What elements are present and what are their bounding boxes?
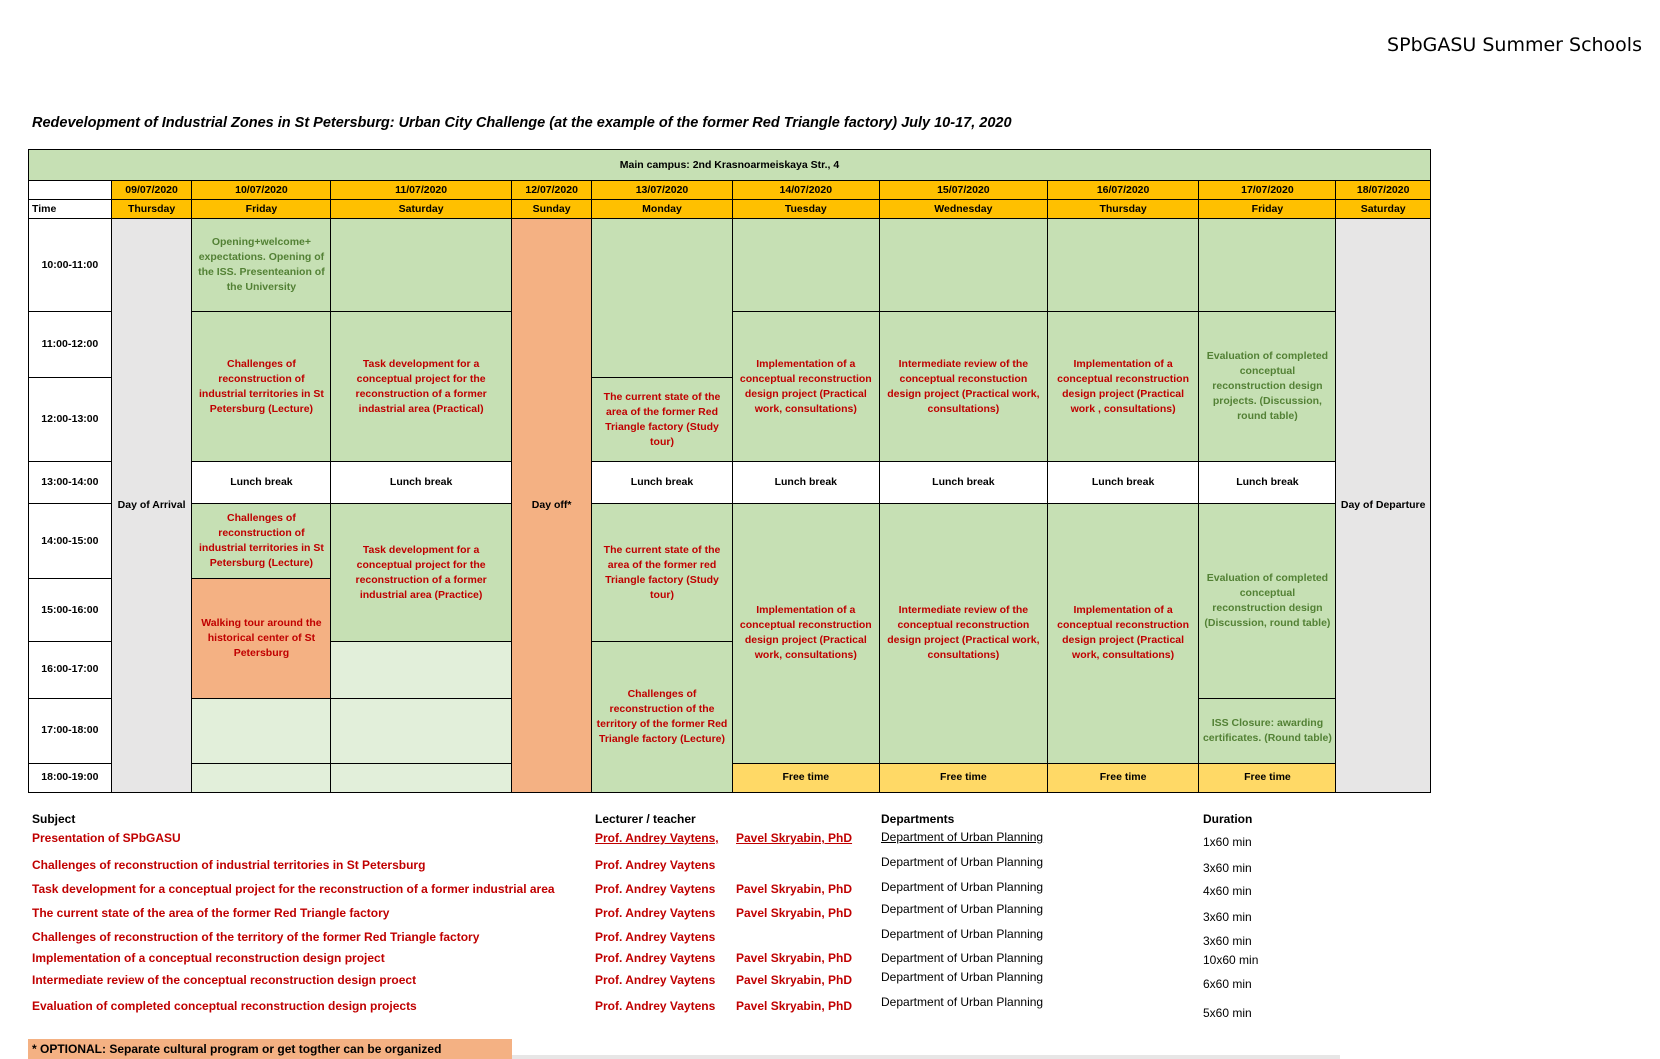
legend-subject: Evaluation of completed conceptual reconstruction design projects [32,999,417,1013]
date-header: 12/07/2020 [511,181,592,200]
empty-slot [732,219,880,312]
legend-department: Department of Urban Planning [881,951,1044,965]
evaluation-round-table: Evaluation of completed conceptual reconstruction design (Discussion, round table) [1199,503,1336,698]
time-slot: 15:00-16:00 [29,579,112,642]
arrival-cell: Day of Arrival [111,219,192,793]
time-header: Time [29,200,112,219]
empty-slot [331,219,511,312]
legend-lecturer: Prof. Andrey Vaytens [595,882,716,896]
intermediate-review: Intermediate review of the conceptual reconstruction design project (Practical work, consultations) [880,503,1048,763]
legend-duration: 4x60 min [1203,884,1252,898]
legend-lecturer: Prof. Andrey Vaytens [595,951,716,965]
legend-duration: 3x60 min [1203,910,1252,924]
time-slot: 17:00-18:00 [29,698,112,763]
weekday-header: Saturday [1336,200,1431,219]
time-slot: 16:00-17:00 [29,642,112,699]
weekday-header: Tuesday [732,200,880,219]
legend-department: Department of Urban Planning [881,902,1044,916]
lunch-break: Lunch break [1047,462,1199,504]
legend-duration: 3x60 min [1203,934,1252,948]
legend-lecturer: Pavel Skryabin, PhD [736,999,853,1013]
lunch-break: Lunch break [592,462,732,504]
date-header: 10/07/2020 [192,181,331,200]
weekday-header: Saturday [331,200,511,219]
challenges-lecture: Challenges of reconstruction of industrial territories in St Petersburg (Lecture) [192,503,331,578]
lunch-break: Lunch break [1199,462,1336,504]
schedule-table [28,149,1431,793]
date-header: 17/07/2020 [1199,181,1336,200]
weekday-header: Friday [1199,200,1336,219]
task-development-practical: Task development for a conceptual project for the reconstruction of a former indastrial area (Practical) [331,312,511,462]
legend-subject: Implementation of a conceptual reconstruction design project [32,951,385,965]
optional-note: * OPTIONAL: Separate cultural program or get togther can be organized [28,1039,512,1059]
date-header: 13/07/2020 [592,181,732,200]
legend-duration: 6x60 min [1203,977,1252,991]
document-title: Redevelopment of Industrial Zones in St Petersburg: Urban City Challenge (at the example of the former Red Triangle factory) July 10-17, 2020 [32,115,1012,131]
legend-lecturer: Pavel Skryabin, PhD [736,973,853,987]
study-tour: The current state of the area of the former red Triangle factory (Study tour) [592,503,732,641]
empty-slot [331,763,511,792]
departure-cell: Day of Departure [1336,219,1431,793]
legend-header-lecturer: Lecturer / teacher [595,812,696,826]
study-tour: The current state of the area of the former Red Triangle factory (Study tour) [592,378,732,462]
walking-tour: Walking tour around the historical center of St Petersburg [192,579,331,698]
campus-header: Main campus: 2nd Krasnoarmeiskaya Str., 4 [29,150,1431,181]
implementation-practical: Implementation of a conceptual reconstruction design project (Practical work, consultations) [1047,503,1199,763]
time-slot: 13:00-14:00 [29,462,112,504]
empty-slot [192,763,331,792]
weekday-header: Friday [192,200,331,219]
implementation-practical: Implementation of a conceptual reconstruction design project (Practical work, consultations) [732,503,880,763]
legend-lecturer: Prof. Andrey Vaytens, [595,831,719,845]
challenges-territory-lecture: Challenges of reconstruction of the territory of the former Red Triangle factory (Lecture) [592,642,732,793]
legend-lecturer: Prof. Andrey Vaytens [595,906,716,920]
legend-lecturer: Pavel Skryabin, PhD [736,951,853,965]
legend-lecturer: Prof. Andrey Vaytens [595,999,716,1013]
date-header: 16/07/2020 [1047,181,1199,200]
day-off-cell: Day off* [511,219,592,793]
date-header: 09/07/2020 [111,181,192,200]
legend-lecturer: Prof. Andrey Vaytens [595,930,716,944]
brand-title: SPbGASU Summer Schools [1387,34,1642,56]
evaluation-round-table: Evaluation of completed conceptual reconstruction design projects. (Discussion, round table) [1199,312,1336,462]
empty-slot [1047,219,1199,312]
legend-header-subject: Subject [32,812,76,826]
footer-strip [512,1055,1340,1059]
time-slot: 18:00-19:00 [29,763,112,792]
free-time: Free time [732,763,880,792]
legend-department: Department of Urban Planning [881,927,1044,941]
time-slot: 12:00-13:00 [29,378,112,462]
challenges-lecture: Challenges of reconstruction of industrial territories in St Petersburg (Lecture) [192,312,331,462]
lunch-break: Lunch break [331,462,511,504]
legend-lecturer: Prof. Andrey Vaytens [595,858,716,872]
implementation-practical: Implementation of a conceptual reconstruction design project (Practical work , consultations) [1047,312,1199,462]
free-time: Free time [880,763,1048,792]
legend-department: Department of Urban Planning [881,855,1044,869]
legend-header-duration: Duration [1203,812,1253,826]
legend-lecturer: Prof. Andrey Vaytens [595,973,716,987]
date-header: 18/07/2020 [1336,181,1431,200]
legend-department: Department of Urban Planning [881,830,1044,844]
opening-event: Opening+welcome+ expectations. Opening of the ISS. Presenteanion of the University [192,219,331,312]
time-slot: 10:00-11:00 [29,219,112,312]
task-development-practice: Task development for a conceptual project for the reconstruction of a former industrial area (Practice) [331,503,511,641]
empty-slot [592,219,732,378]
legend-subject: Task development for a conceptual project for the reconstruction of a former industrial area [32,882,555,896]
legend-lecturer: Pavel Skryabin, PhD [736,831,853,845]
legend-duration: 5x60 min [1203,1006,1252,1020]
implementation-practical: Implementation of a conceptual reconstruction design project (Practical work, consultations) [732,312,880,462]
weekday-header: Thursday [1047,200,1199,219]
empty-slot [192,698,331,763]
legend-subject: Intermediate review of the conceptual reconstruction design proect [32,973,417,987]
legend-department: Department of Urban Planning [881,880,1044,894]
empty-slot [880,219,1048,312]
legend-header-departments: Departments [881,812,955,826]
time-slot: 14:00-15:00 [29,503,112,578]
lunch-break: Lunch break [732,462,880,504]
legend-subject: Presentation of SPbGASU [32,831,181,845]
weekday-header: Wednesday [880,200,1048,219]
date-header: 14/07/2020 [732,181,880,200]
empty-slot [331,698,511,763]
legend-department: Department of Urban Planning [881,995,1044,1009]
date-header: 15/07/2020 [880,181,1048,200]
lunch-break: Lunch break [192,462,331,504]
legend-lecturer: Pavel Skryabin, PhD [736,882,853,896]
empty-slot [1199,219,1336,312]
legend-subject: Challenges of reconstruction of industrial territories in St Petersburg [32,858,426,872]
time-header-blank [29,181,112,200]
legend-duration: 1x60 min [1203,835,1252,849]
weekday-header: Monday [592,200,732,219]
closure-ceremony: ISS Closure: awarding certificates. (Round table) [1199,698,1336,763]
lunch-break: Lunch break [880,462,1048,504]
legend-department: Department of Urban Planning [881,970,1044,984]
empty-slot [331,642,511,699]
legend-duration: 10x60 min [1203,953,1259,967]
weekday-header: Thursday [111,200,192,219]
legend-subject: Challenges of reconstruction of the territory of the former Red Triangle factory [32,930,480,944]
legend-lecturer: Pavel Skryabin, PhD [736,906,853,920]
free-time: Free time [1047,763,1199,792]
time-slot: 11:00-12:00 [29,312,112,378]
legend-duration: 3x60 min [1203,861,1252,875]
intermediate-review: Intermediate review of the conceptual reconstuction design project (Practical work, consultations) [880,312,1048,462]
date-header: 11/07/2020 [331,181,511,200]
weekday-header: Sunday [511,200,592,219]
free-time: Free time [1199,763,1336,792]
legend-subject: The current state of the area of the former Red Triangle factory [32,906,390,920]
